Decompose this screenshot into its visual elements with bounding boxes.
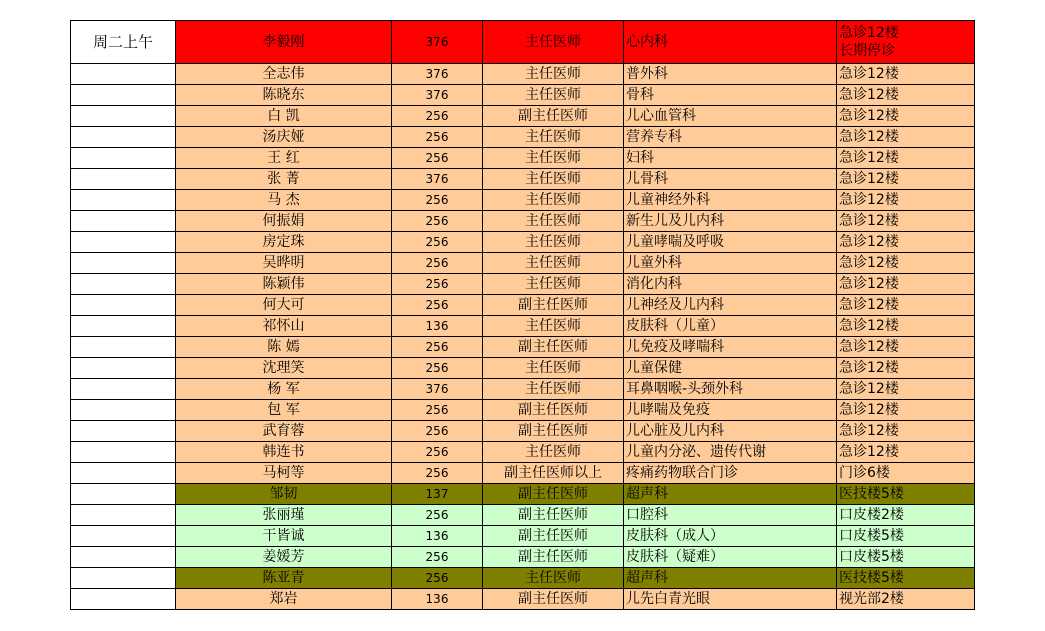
department-cell: 儿心脏及儿内科 (624, 421, 837, 442)
fee-cell: 256 (392, 463, 483, 484)
day-cell (71, 127, 176, 148)
location-cell (837, 253, 975, 274)
department-cell: 超声科 (624, 568, 837, 589)
day-cell (71, 295, 176, 316)
day-cell (71, 484, 176, 505)
title-cell: 主任医师 (483, 274, 624, 295)
fee-cell: 136 (392, 526, 483, 547)
title-cell: 主任医师 (483, 379, 624, 400)
fee-cell: 376 (392, 21, 483, 64)
day-label: 周二上午 (71, 21, 176, 64)
location-line: 急诊12楼 (839, 423, 899, 439)
location-line: 医技楼5楼 (839, 486, 904, 502)
fee-cell: 256 (392, 568, 483, 589)
fee-cell: 256 (392, 232, 483, 253)
table-row (71, 274, 975, 295)
doctor-name-cell: 李毅刚 (176, 21, 392, 64)
table-row (71, 505, 975, 526)
department-cell: 妇科 (624, 148, 837, 169)
department-cell: 儿心血管科 (624, 106, 837, 127)
doctor-name-cell: 陈亚青 (176, 568, 392, 589)
schedule-body (71, 21, 975, 610)
department-cell: 消化内科 (624, 274, 837, 295)
department-cell: 儿童保健 (624, 358, 837, 379)
table-row (71, 190, 975, 211)
fee-cell: 256 (392, 295, 483, 316)
department-cell: 儿童哮喘及呼吸 (624, 232, 837, 253)
day-cell (71, 421, 176, 442)
table-row (71, 85, 975, 106)
title-cell: 主任医师 (483, 148, 624, 169)
day-cell (71, 337, 176, 358)
location-cell (837, 568, 975, 589)
fee-cell: 376 (392, 64, 483, 85)
department-cell: 心内科 (624, 21, 837, 64)
doctor-name-cell: 张丽瑾 (176, 505, 392, 526)
department-cell: 营养专科 (624, 127, 837, 148)
title-cell: 主任医师 (483, 358, 624, 379)
location-cell (837, 547, 975, 568)
day-cell (71, 316, 176, 337)
fee-cell: 376 (392, 169, 483, 190)
doctor-name-cell: 沈理笑 (176, 358, 392, 379)
table-row (71, 232, 975, 253)
location-line: 急诊12楼 (839, 66, 899, 82)
table-row (71, 484, 975, 505)
table-row (71, 400, 975, 421)
doctor-name-cell: 全志伟 (176, 64, 392, 85)
title-cell: 副主任医师 (483, 505, 624, 526)
day-cell (71, 400, 176, 421)
doctor-name-cell: 包 军 (176, 400, 392, 421)
location-line: 口皮楼5楼 (839, 528, 904, 544)
day-cell (71, 169, 176, 190)
location-line: 急诊12楼 (839, 360, 899, 376)
department-cell: 新生儿及儿内科 (624, 211, 837, 232)
location-line: 急诊12楼 (839, 87, 899, 103)
location-cell (837, 526, 975, 547)
fee-cell: 256 (392, 400, 483, 421)
day-cell (71, 505, 176, 526)
doctor-name-cell: 姜媛芳 (176, 547, 392, 568)
title-cell: 副主任医师 (483, 547, 624, 568)
doctor-name-cell: 郑岩 (176, 589, 392, 610)
day-cell (71, 64, 176, 85)
title-cell: 副主任医师 (483, 337, 624, 358)
location-cell (837, 148, 975, 169)
location-cell (837, 316, 975, 337)
day-cell (71, 442, 176, 463)
location-cell (837, 106, 975, 127)
department-cell: 超声科 (624, 484, 837, 505)
table-row (71, 589, 975, 610)
doctor-name-cell: 张 菁 (176, 169, 392, 190)
table-row (71, 169, 975, 190)
title-cell: 主任医师 (483, 169, 624, 190)
schedule-table (70, 20, 975, 610)
location-cell (837, 421, 975, 442)
fee-cell: 137 (392, 484, 483, 505)
title-cell: 主任医师 (483, 21, 624, 64)
fee-cell: 136 (392, 316, 483, 337)
doctor-name-cell: 白 凯 (176, 106, 392, 127)
location-line: 急诊12楼 (839, 402, 899, 418)
doctor-name-cell: 吴晔明 (176, 253, 392, 274)
table-row (71, 211, 975, 232)
department-cell: 儿骨科 (624, 169, 837, 190)
department-cell: 皮肤科（疑难） (624, 547, 837, 568)
location-line: 门诊6楼 (839, 465, 890, 481)
location-line: 口皮楼5楼 (839, 549, 904, 565)
title-cell: 主任医师 (483, 568, 624, 589)
location-line: 急诊12楼 (839, 339, 899, 355)
location-line: 急诊12楼 (839, 318, 899, 334)
title-cell: 副主任医师以上 (483, 463, 624, 484)
doctor-name-cell: 房定珠 (176, 232, 392, 253)
table-row (71, 547, 975, 568)
day-cell (71, 148, 176, 169)
doctor-name-cell: 马柯等 (176, 463, 392, 484)
day-cell (71, 547, 176, 568)
table-row (71, 337, 975, 358)
location-line: 急诊12楼 (839, 150, 899, 166)
day-cell (71, 379, 176, 400)
location-line: 急诊12楼 (839, 25, 899, 41)
fee-cell: 256 (392, 547, 483, 568)
doctor-name-cell: 马 杰 (176, 190, 392, 211)
department-cell: 儿哮喘及免疫 (624, 400, 837, 421)
fee-cell: 256 (392, 337, 483, 358)
day-cell (71, 274, 176, 295)
location-cell (837, 358, 975, 379)
table-row (71, 568, 975, 589)
table-row (71, 64, 975, 85)
title-cell: 主任医师 (483, 127, 624, 148)
doctor-name-cell: 杨 军 (176, 379, 392, 400)
location-cell (837, 64, 975, 85)
title-cell: 副主任医师 (483, 421, 624, 442)
fee-cell: 256 (392, 274, 483, 295)
department-cell: 儿免疫及哮喘科 (624, 337, 837, 358)
table-row (71, 421, 975, 442)
department-cell: 儿童内分泌、遗传代谢 (624, 442, 837, 463)
day-cell (71, 526, 176, 547)
department-cell: 皮肤科（成人） (624, 526, 837, 547)
doctor-name-cell: 陈颖伟 (176, 274, 392, 295)
day-cell (71, 85, 176, 106)
day-cell (71, 589, 176, 610)
day-cell (71, 463, 176, 484)
location-cell (837, 274, 975, 295)
location-line: 急诊12楼 (839, 276, 899, 292)
table-row (71, 358, 975, 379)
location-line: 急诊12楼 (839, 171, 899, 187)
title-cell: 主任医师 (483, 442, 624, 463)
day-cell (71, 358, 176, 379)
location-cell (837, 379, 975, 400)
table-row (71, 442, 975, 463)
fee-cell: 256 (392, 421, 483, 442)
title-cell: 主任医师 (483, 211, 624, 232)
fee-cell: 256 (392, 211, 483, 232)
title-cell: 主任医师 (483, 190, 624, 211)
table-row (71, 463, 975, 484)
location-cell (837, 442, 975, 463)
location-cell (837, 232, 975, 253)
day-cell (71, 568, 176, 589)
table-row (71, 253, 975, 274)
doctor-name-cell: 陈晓东 (176, 85, 392, 106)
department-cell: 耳鼻咽喉-头颈外科 (624, 379, 837, 400)
title-cell: 主任医师 (483, 232, 624, 253)
location-cell (837, 505, 975, 526)
location-cell (837, 337, 975, 358)
location-cell (837, 400, 975, 421)
title-cell: 副主任医师 (483, 526, 624, 547)
fee-cell: 256 (392, 442, 483, 463)
doctor-name-cell: 陈 嫣 (176, 337, 392, 358)
location-line: 急诊12楼 (839, 108, 899, 124)
fee-cell: 136 (392, 589, 483, 610)
fee-cell: 256 (392, 253, 483, 274)
location-line: 急诊12楼 (839, 213, 899, 229)
location-line: 急诊12楼 (839, 381, 899, 397)
department-cell: 儿童外科 (624, 253, 837, 274)
table-row (71, 106, 975, 127)
table-row (71, 295, 975, 316)
doctor-name-cell: 祁怀山 (176, 316, 392, 337)
title-cell: 副主任医师 (483, 106, 624, 127)
fee-cell: 376 (392, 85, 483, 106)
fee-cell: 256 (392, 358, 483, 379)
table-row (71, 127, 975, 148)
fee-cell: 256 (392, 106, 483, 127)
doctor-name-cell: 汤庆娅 (176, 127, 392, 148)
location-cell (837, 169, 975, 190)
location-cell (837, 484, 975, 505)
department-cell: 普外科 (624, 64, 837, 85)
doctor-name-cell: 武育蓉 (176, 421, 392, 442)
location-line: 医技楼5楼 (839, 570, 904, 586)
doctor-name-cell: 干皆诚 (176, 526, 392, 547)
department-cell: 儿童神经外科 (624, 190, 837, 211)
day-cell (71, 211, 176, 232)
title-cell: 副主任医师 (483, 589, 624, 610)
location-cell (837, 21, 975, 64)
location-line: 视光部2楼 (839, 591, 904, 607)
doctor-name-cell: 王 红 (176, 148, 392, 169)
department-cell: 骨科 (624, 85, 837, 106)
location-line: 急诊12楼 (839, 255, 899, 271)
department-cell: 口腔科 (624, 505, 837, 526)
location-cell (837, 190, 975, 211)
table-row (71, 21, 975, 64)
fee-cell: 256 (392, 127, 483, 148)
title-cell: 副主任医师 (483, 484, 624, 505)
title-cell: 副主任医师 (483, 295, 624, 316)
location-line: 急诊12楼 (839, 234, 899, 250)
table-row (71, 379, 975, 400)
title-cell: 副主任医师 (483, 400, 624, 421)
day-cell (71, 253, 176, 274)
table-row (71, 148, 975, 169)
table-row (71, 316, 975, 337)
doctor-name-cell: 何大可 (176, 295, 392, 316)
location-line: 长期停诊 (839, 43, 895, 59)
location-cell (837, 211, 975, 232)
day-cell (71, 106, 176, 127)
fee-cell: 376 (392, 379, 483, 400)
title-cell: 主任医师 (483, 316, 624, 337)
day-cell (71, 232, 176, 253)
fee-cell: 256 (392, 148, 483, 169)
location-line: 急诊12楼 (839, 129, 899, 145)
location-cell (837, 127, 975, 148)
location-cell (837, 463, 975, 484)
location-cell (837, 85, 975, 106)
title-cell: 主任医师 (483, 85, 624, 106)
title-cell: 主任医师 (483, 253, 624, 274)
title-cell: 主任医师 (483, 64, 624, 85)
department-cell: 儿先白青光眼 (624, 589, 837, 610)
location-line: 急诊12楼 (839, 297, 899, 313)
location-cell (837, 589, 975, 610)
day-cell (71, 190, 176, 211)
location-cell (837, 295, 975, 316)
fee-cell: 256 (392, 190, 483, 211)
location-line: 急诊12楼 (839, 444, 899, 460)
location-line: 口皮楼2楼 (839, 507, 904, 523)
doctor-name-cell: 韩连书 (176, 442, 392, 463)
location-line: 急诊12楼 (839, 192, 899, 208)
fee-cell: 256 (392, 505, 483, 526)
doctor-name-cell: 何振娟 (176, 211, 392, 232)
department-cell: 疼痛药物联合门诊 (624, 463, 837, 484)
table-row (71, 526, 975, 547)
doctor-name-cell: 邹韧 (176, 484, 392, 505)
department-cell: 皮肤科（儿童） (624, 316, 837, 337)
department-cell: 儿神经及儿内科 (624, 295, 837, 316)
